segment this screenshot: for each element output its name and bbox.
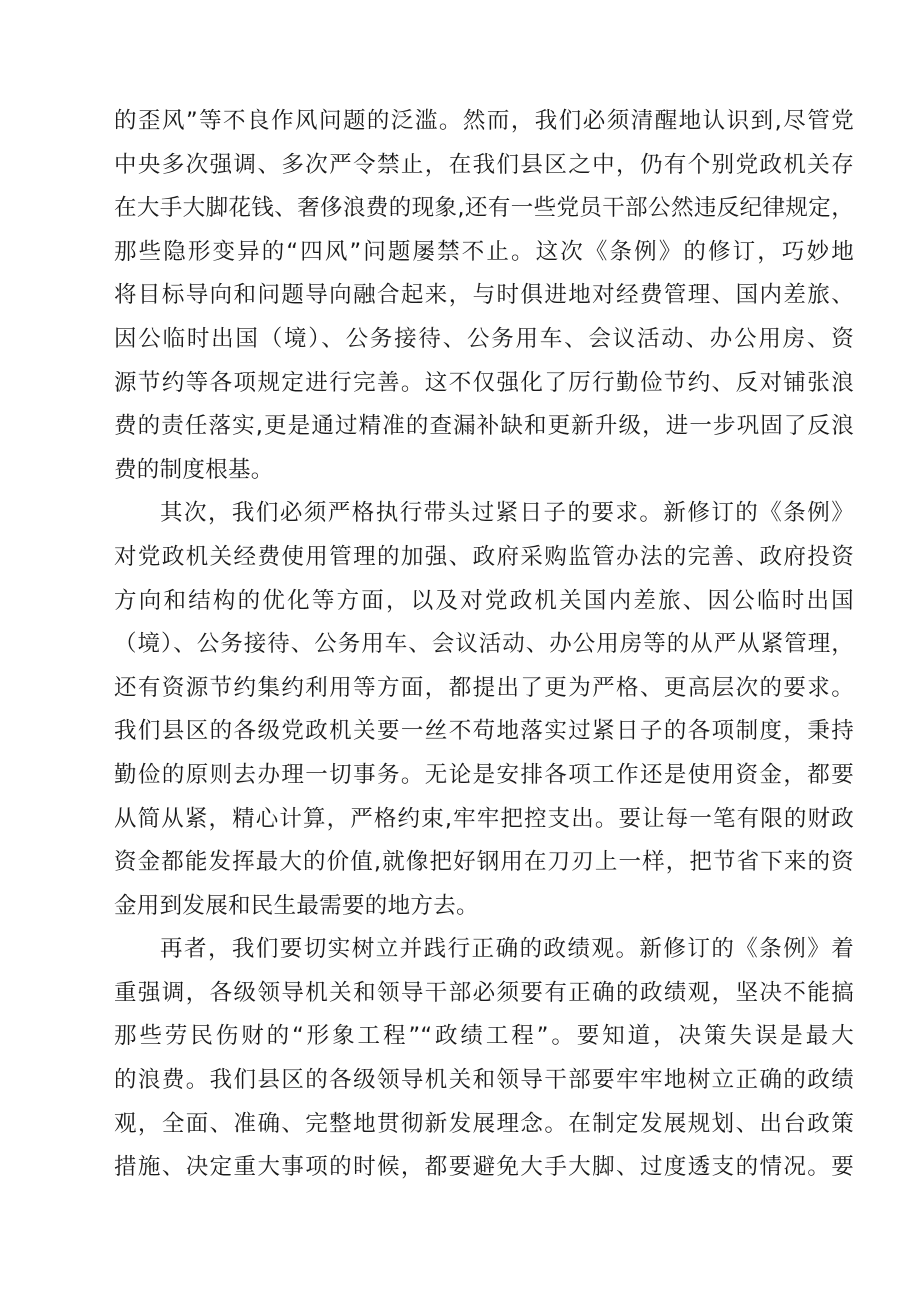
- text-line: （境）、公务接待、公务用车、会议活动、办公用房等的从严从紧管理，: [114, 631, 854, 658]
- text-line: 中央多次强调、多次严令禁止，在我们县区之中，仍有个别党政机关存: [114, 151, 854, 178]
- text-line: 我们县区的各级党政机关要一丝不苟地落实过紧日子的各项制度，秉持: [114, 718, 854, 745]
- text-line: 费的制度根基。: [114, 456, 274, 483]
- text-line: 金用到发展和民生最需要的地方去。: [114, 892, 479, 919]
- text-line: 将目标导向和问题导向融合起来，与时俱进地对经费管理、国内差旅、: [114, 282, 854, 309]
- text-line: 资金都能发挥最大的价值,就像把好钢用在刀刃上一样，把节省下来的资: [114, 849, 854, 876]
- text-line: 的浪费。我们县区的各级领导机关和领导干部要牢牢地树立正确的政绩: [114, 1067, 854, 1094]
- text-line: 勤俭的原则去办理一切事务。无论是安排各项工作还是使用资金，都要: [114, 761, 854, 788]
- text-line: 费的责任落实,更是通过精准的查漏补缺和更新升级，进一步巩固了反浪: [114, 413, 854, 440]
- text-line: 措施、决定重大事项的时候，都要避免大手大脚、过度透支的情况。要: [114, 1154, 854, 1181]
- text-line: 还有资源节约集约利用等方面，都提出了更为严格、更高层次的要求。: [114, 674, 854, 701]
- text-line: 那些劳民伤财的“形象工程”“政绩工程”。要知道，决策失误是最大: [114, 1023, 854, 1050]
- text-line: 方向和结构的优化等方面，以及对党政机关国内差旅、因公临时出国: [114, 587, 854, 614]
- text-line: 再者，我们要切实树立并践行正确的政绩观。新修订的《条例》着: [160, 936, 854, 963]
- text-line: 在大手大脚花钱、奢侈浪费的现象,还有一些党员干部公然违反纪律规定，: [114, 195, 854, 222]
- text-line: 重强调，各级领导机关和领导干部必须要有正确的政绩观，坚决不能搞: [114, 979, 854, 1006]
- text-line: 观，全面、准确、完整地贯彻新发展理念。在制定发展规划、出台政策: [114, 1110, 854, 1137]
- text-line: 从简从紧，精心计算，严格约束,牢牢把控支出。要让每一笔有限的财政: [114, 805, 854, 832]
- text-line: 对党政机关经费使用管理的加强、政府采购监管办法的完善、政府投资: [114, 543, 854, 570]
- body-text: [114, 100, 854, 1190]
- text-line: 源节约等各项规定进行完善。这不仅强化了厉行勤俭节约、反对铺张浪: [114, 369, 854, 396]
- text-line: 其次，我们必须严格执行带头过紧日子的要求。新修订的《条例》: [160, 500, 854, 527]
- text-line: 因公临时出国（境）、公务接待、公务用车、会议活动、办公用房、资: [114, 325, 854, 352]
- text-line: 的歪风”等不良作风问题的泛滥。然而，我们必须清醒地认识到,尽管党: [114, 108, 854, 134]
- text-line: 那些隐形变异的“四风”问题屡禁不止。这次《条例》的修订，巧妙地: [114, 238, 854, 265]
